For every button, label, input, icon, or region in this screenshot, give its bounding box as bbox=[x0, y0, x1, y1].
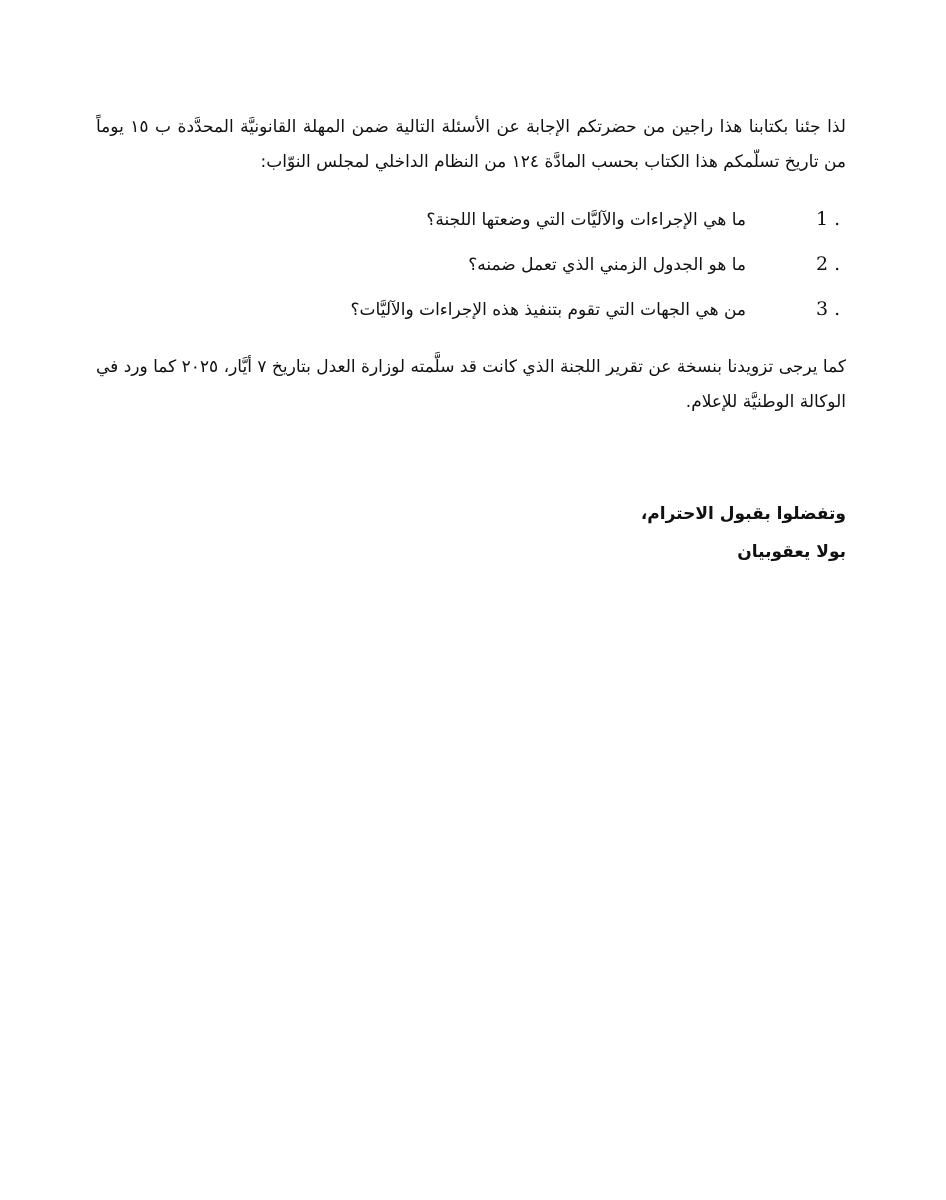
question-text: ما هو الجدول الزمني الذي تعمل ضمنه؟ bbox=[468, 255, 746, 275]
questions-list bbox=[96, 204, 846, 339]
question-item bbox=[96, 294, 846, 339]
question-text: ما هي الإجراءات والآليَّات التي وضعتها اللجنة؟ bbox=[426, 210, 746, 230]
question-number: 3 . bbox=[816, 298, 841, 320]
question-item bbox=[96, 249, 846, 294]
question-item bbox=[96, 204, 846, 249]
question-number: 2 . bbox=[816, 253, 841, 275]
signatory-name: بولا يعقوبيان bbox=[737, 542, 846, 562]
question-number: 1 . bbox=[816, 208, 841, 230]
closing-line: وتفضلوا بقبول الاحترام، bbox=[640, 504, 846, 524]
question-text: من هي الجهات التي تقوم بتنفيذ هذه الإجراءات والآليَّات؟ bbox=[350, 300, 746, 320]
request-paragraph: كما يرجى تزويدنا بنسخة عن تقرير اللجنة الذي كانت قد سلَّمته لوزارة العدل بتاريخ ٧ أيَّار، ٢٠٢٥ كما ورد في الوكالة الوطنيَّة للإعلام. bbox=[96, 357, 847, 412]
intro-paragraph: لذا جئنا بكتابنا هذا راجين من حضرتكم الإجابة عن الأسئلة التالية ضمن المهلة القانونيَّة المحدَّدة ب ١٥ يوماً من تاريخ تسلّمكم هذا الكتاب بحسب المادَّة ١٢٤ من النظام الداخلي لمجلس النوّاب: bbox=[96, 117, 846, 172]
